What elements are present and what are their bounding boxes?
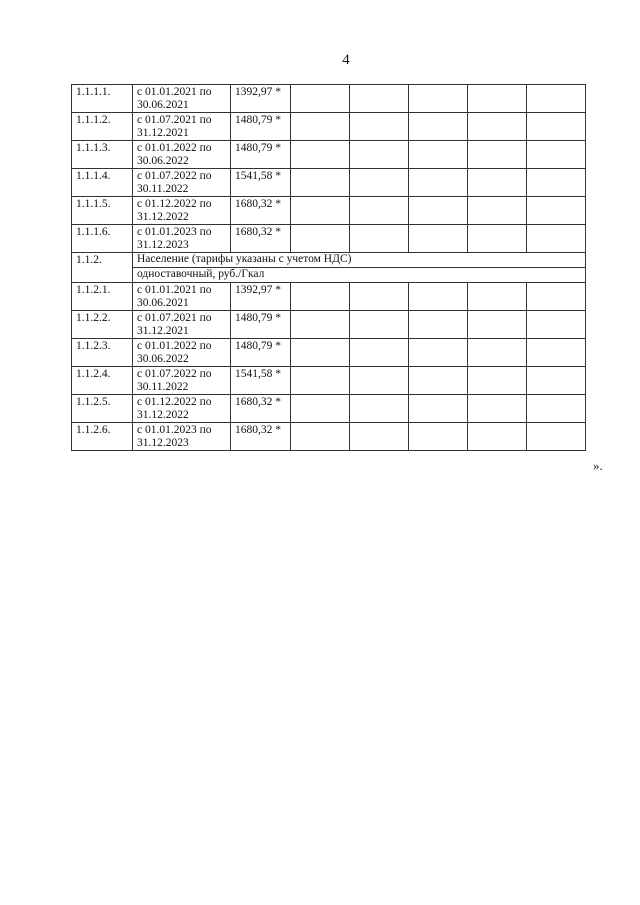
row-price: 1480,79 * [231,311,291,339]
empty-cell [350,367,409,395]
row-price: 1480,79 * [231,339,291,367]
row-number: 1.1.2.2. [72,311,133,339]
tariff-row [72,225,586,253]
closing-quote-mark: ». [593,458,603,473]
period-end: 31.12.2023 [137,239,189,251]
empty-cell [527,85,586,113]
empty-cell [409,169,468,197]
empty-cell [527,113,586,141]
empty-cell [291,423,350,451]
empty-cell [527,141,586,169]
row-number: 1.1.1.6. [72,225,133,253]
empty-cell [527,367,586,395]
row-price: 1680,32 * [231,225,291,253]
row-number: 1.1.2.1. [72,283,133,311]
tariff-row [72,197,586,225]
row-price: 1541,58 * [231,367,291,395]
period-start: с 01.01.2023 по [137,226,212,238]
empty-cell [409,85,468,113]
row-period [133,169,231,197]
period-start: с 01.07.2021 по [137,312,212,324]
empty-cell [468,339,527,367]
empty-cell [291,283,350,311]
section-title-line2: одноставочный, руб./Гкал [133,268,586,283]
empty-cell [350,311,409,339]
empty-cell [291,141,350,169]
empty-cell [527,169,586,197]
row-number: 1.1.1.3. [72,141,133,169]
empty-cell [291,169,350,197]
row-period [133,367,231,395]
empty-cell [291,197,350,225]
empty-cell [291,367,350,395]
period-start: с 01.12.2022 по [137,396,212,408]
row-number: 1.1.1.5. [72,197,133,225]
empty-cell [468,395,527,423]
period-end: 30.06.2022 [137,155,189,167]
row-price: 1541,58 * [231,169,291,197]
empty-cell [291,225,350,253]
empty-cell [291,85,350,113]
row-number: 1.1.1.2. [72,113,133,141]
row-price: 1392,97 * [231,283,291,311]
empty-cell [291,339,350,367]
empty-cell [468,169,527,197]
period-end: 31.12.2022 [137,409,189,421]
period-end: 30.11.2022 [137,381,189,393]
row-price: 1680,32 * [231,197,291,225]
empty-cell [350,141,409,169]
empty-cell [350,85,409,113]
empty-cell [409,339,468,367]
row-period [133,85,231,113]
period-start: с 01.07.2022 по [137,170,212,182]
row-price: 1392,97 * [231,85,291,113]
tariff-group-1 [72,85,586,253]
row-period [133,225,231,253]
empty-cell [409,141,468,169]
empty-cell [527,197,586,225]
period-end: 30.06.2022 [137,353,189,365]
empty-cell [527,311,586,339]
empty-cell [468,367,527,395]
period-end: 31.12.2023 [137,437,189,449]
period-start: с 01.01.2022 по [137,340,212,352]
tariff-row [72,311,586,339]
period-end: 31.12.2021 [137,127,189,139]
section-header-row [72,253,586,268]
empty-cell [350,395,409,423]
tariff-row [72,339,586,367]
row-period [133,141,231,169]
empty-cell [527,283,586,311]
empty-cell [468,141,527,169]
empty-cell [468,85,527,113]
period-start: с 01.07.2022 по [137,368,212,380]
empty-cell [527,423,586,451]
empty-cell [409,423,468,451]
tariff-row [72,113,586,141]
empty-cell [468,311,527,339]
empty-cell [409,395,468,423]
period-end: 31.12.2021 [137,325,189,337]
tariff-row [72,283,586,311]
period-end: 30.11.2022 [137,183,189,195]
period-start: с 01.01.2022 по [137,142,212,154]
row-price: 1680,32 * [231,395,291,423]
period-start: с 01.01.2021 по [137,284,212,296]
row-number: 1.1.1.4. [72,169,133,197]
period-start: с 01.12.2022 по [137,198,212,210]
row-period [133,423,231,451]
row-number: 1.1.2.6. [72,423,133,451]
row-period [133,197,231,225]
empty-cell [350,339,409,367]
empty-cell [409,367,468,395]
empty-cell [409,197,468,225]
period-end: 30.06.2021 [137,297,189,309]
tariff-row [72,85,586,113]
empty-cell [291,395,350,423]
row-price: 1680,32 * [231,423,291,451]
tariff-row [72,169,586,197]
row-number: 1.1.2.4. [72,367,133,395]
tariff-row [72,423,586,451]
empty-cell [468,283,527,311]
row-price: 1480,79 * [231,141,291,169]
tariff-section [72,253,586,283]
empty-cell [350,283,409,311]
empty-cell [468,113,527,141]
tariff-row [72,367,586,395]
empty-cell [409,113,468,141]
period-end: 30.06.2021 [137,99,189,111]
tariff-row [72,395,586,423]
empty-cell [350,169,409,197]
empty-cell [468,423,527,451]
tariff-table [71,84,586,451]
period-start: с 01.07.2021 по [137,114,212,126]
empty-cell [350,113,409,141]
row-price: 1480,79 * [231,113,291,141]
section-number: 1.1.2. [72,253,133,283]
empty-cell [409,225,468,253]
tariff-group-2 [72,283,586,451]
period-start: с 01.01.2021 по [137,86,212,98]
empty-cell [291,113,350,141]
row-period [133,339,231,367]
row-period [133,395,231,423]
empty-cell [527,395,586,423]
row-number: 1.1.2.5. [72,395,133,423]
empty-cell [350,225,409,253]
page-number: 4 [342,52,350,68]
row-period [133,283,231,311]
section-subheader-row [72,268,586,283]
period-start: с 01.01.2023 по [137,424,212,436]
row-number: 1.1.2.3. [72,339,133,367]
row-period [133,113,231,141]
empty-cell [350,423,409,451]
empty-cell [409,283,468,311]
row-period [133,311,231,339]
empty-cell [468,197,527,225]
section-title-line1: Население (тарифы указаны с учетом НДС) [133,253,586,268]
empty-cell [527,225,586,253]
tariff-row [72,141,586,169]
empty-cell [468,225,527,253]
row-number: 1.1.1.1. [72,85,133,113]
empty-cell [291,311,350,339]
empty-cell [527,339,586,367]
empty-cell [350,197,409,225]
period-end: 31.12.2022 [137,211,189,223]
empty-cell [409,311,468,339]
